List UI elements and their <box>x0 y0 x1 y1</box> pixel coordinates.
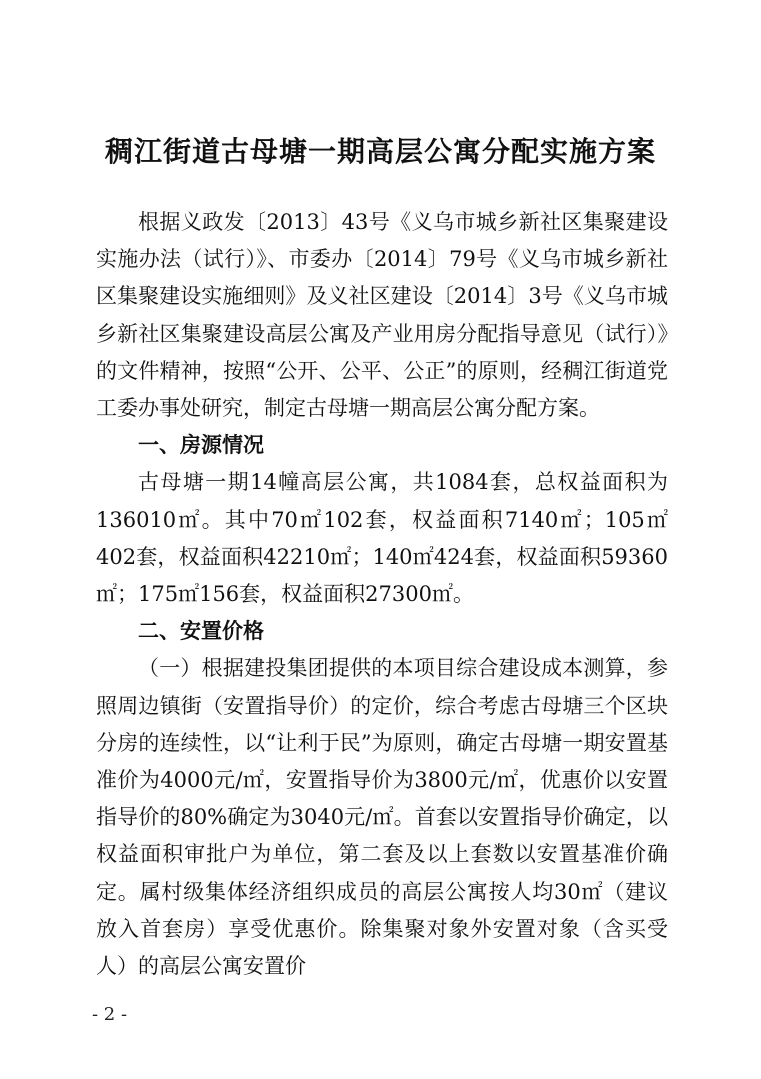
housing-paragraph: 古母塘一期14幢高层公寓，共1084套，总权益面积为136010㎡。其中70㎡102套，权益面积7140㎡；105㎡402套，权益面积42210㎡；140㎡424套，权益面积59360㎡；175㎡156套，权益面积27300㎡。 <box>96 470 668 607</box>
section-heading-housing: 一、房源情况 <box>138 433 264 458</box>
page-number: - 2 - <box>92 1004 128 1025</box>
price-paragraph: （一）根据建投集团提供的本项目综合建设成本测算，参照周边镇街（安置指导价）的定价，综合考虑古母塘三个区块分房的连续性，以“让利于民”为原则，确定古母塘一期安置基准价为4000元/㎡，安置指导价为3800元/㎡，优惠价以安置指导价的80%确定为3040元/㎡。首套以安置指导价确定，以权益面积审批户为单位，第二套及以上套数以安置基准价确定。属村级集体经济组织成员的高层公寓按人均30㎡（建议放入首套房）享受优惠价。除集聚对象外安置对象（含买受人）的高层公寓安置价 <box>96 656 668 979</box>
document-title: 稠江街道古母塘一期高层公寓分配实施方案 <box>104 135 656 168</box>
document-body <box>96 204 668 985</box>
section-heading-price: 二、安置价格 <box>138 619 264 644</box>
intro-paragraph: 根据义政发〔2013〕43号《义乌市城乡新社区集聚建设实施办法（试行）》、市委办〔2014〕79号《义乌市城乡新社区集聚建设实施细则》及义社区建设〔2014〕3号《义乌市城乡新社区集聚建设高层公寓及产业用房分配指导意见（试行）》的文件精神，按照“公开、公平、公正”的原则，经稠江街道党工委办事处研究，制定古母塘一期高层公寓分配方案。 <box>96 210 668 421</box>
